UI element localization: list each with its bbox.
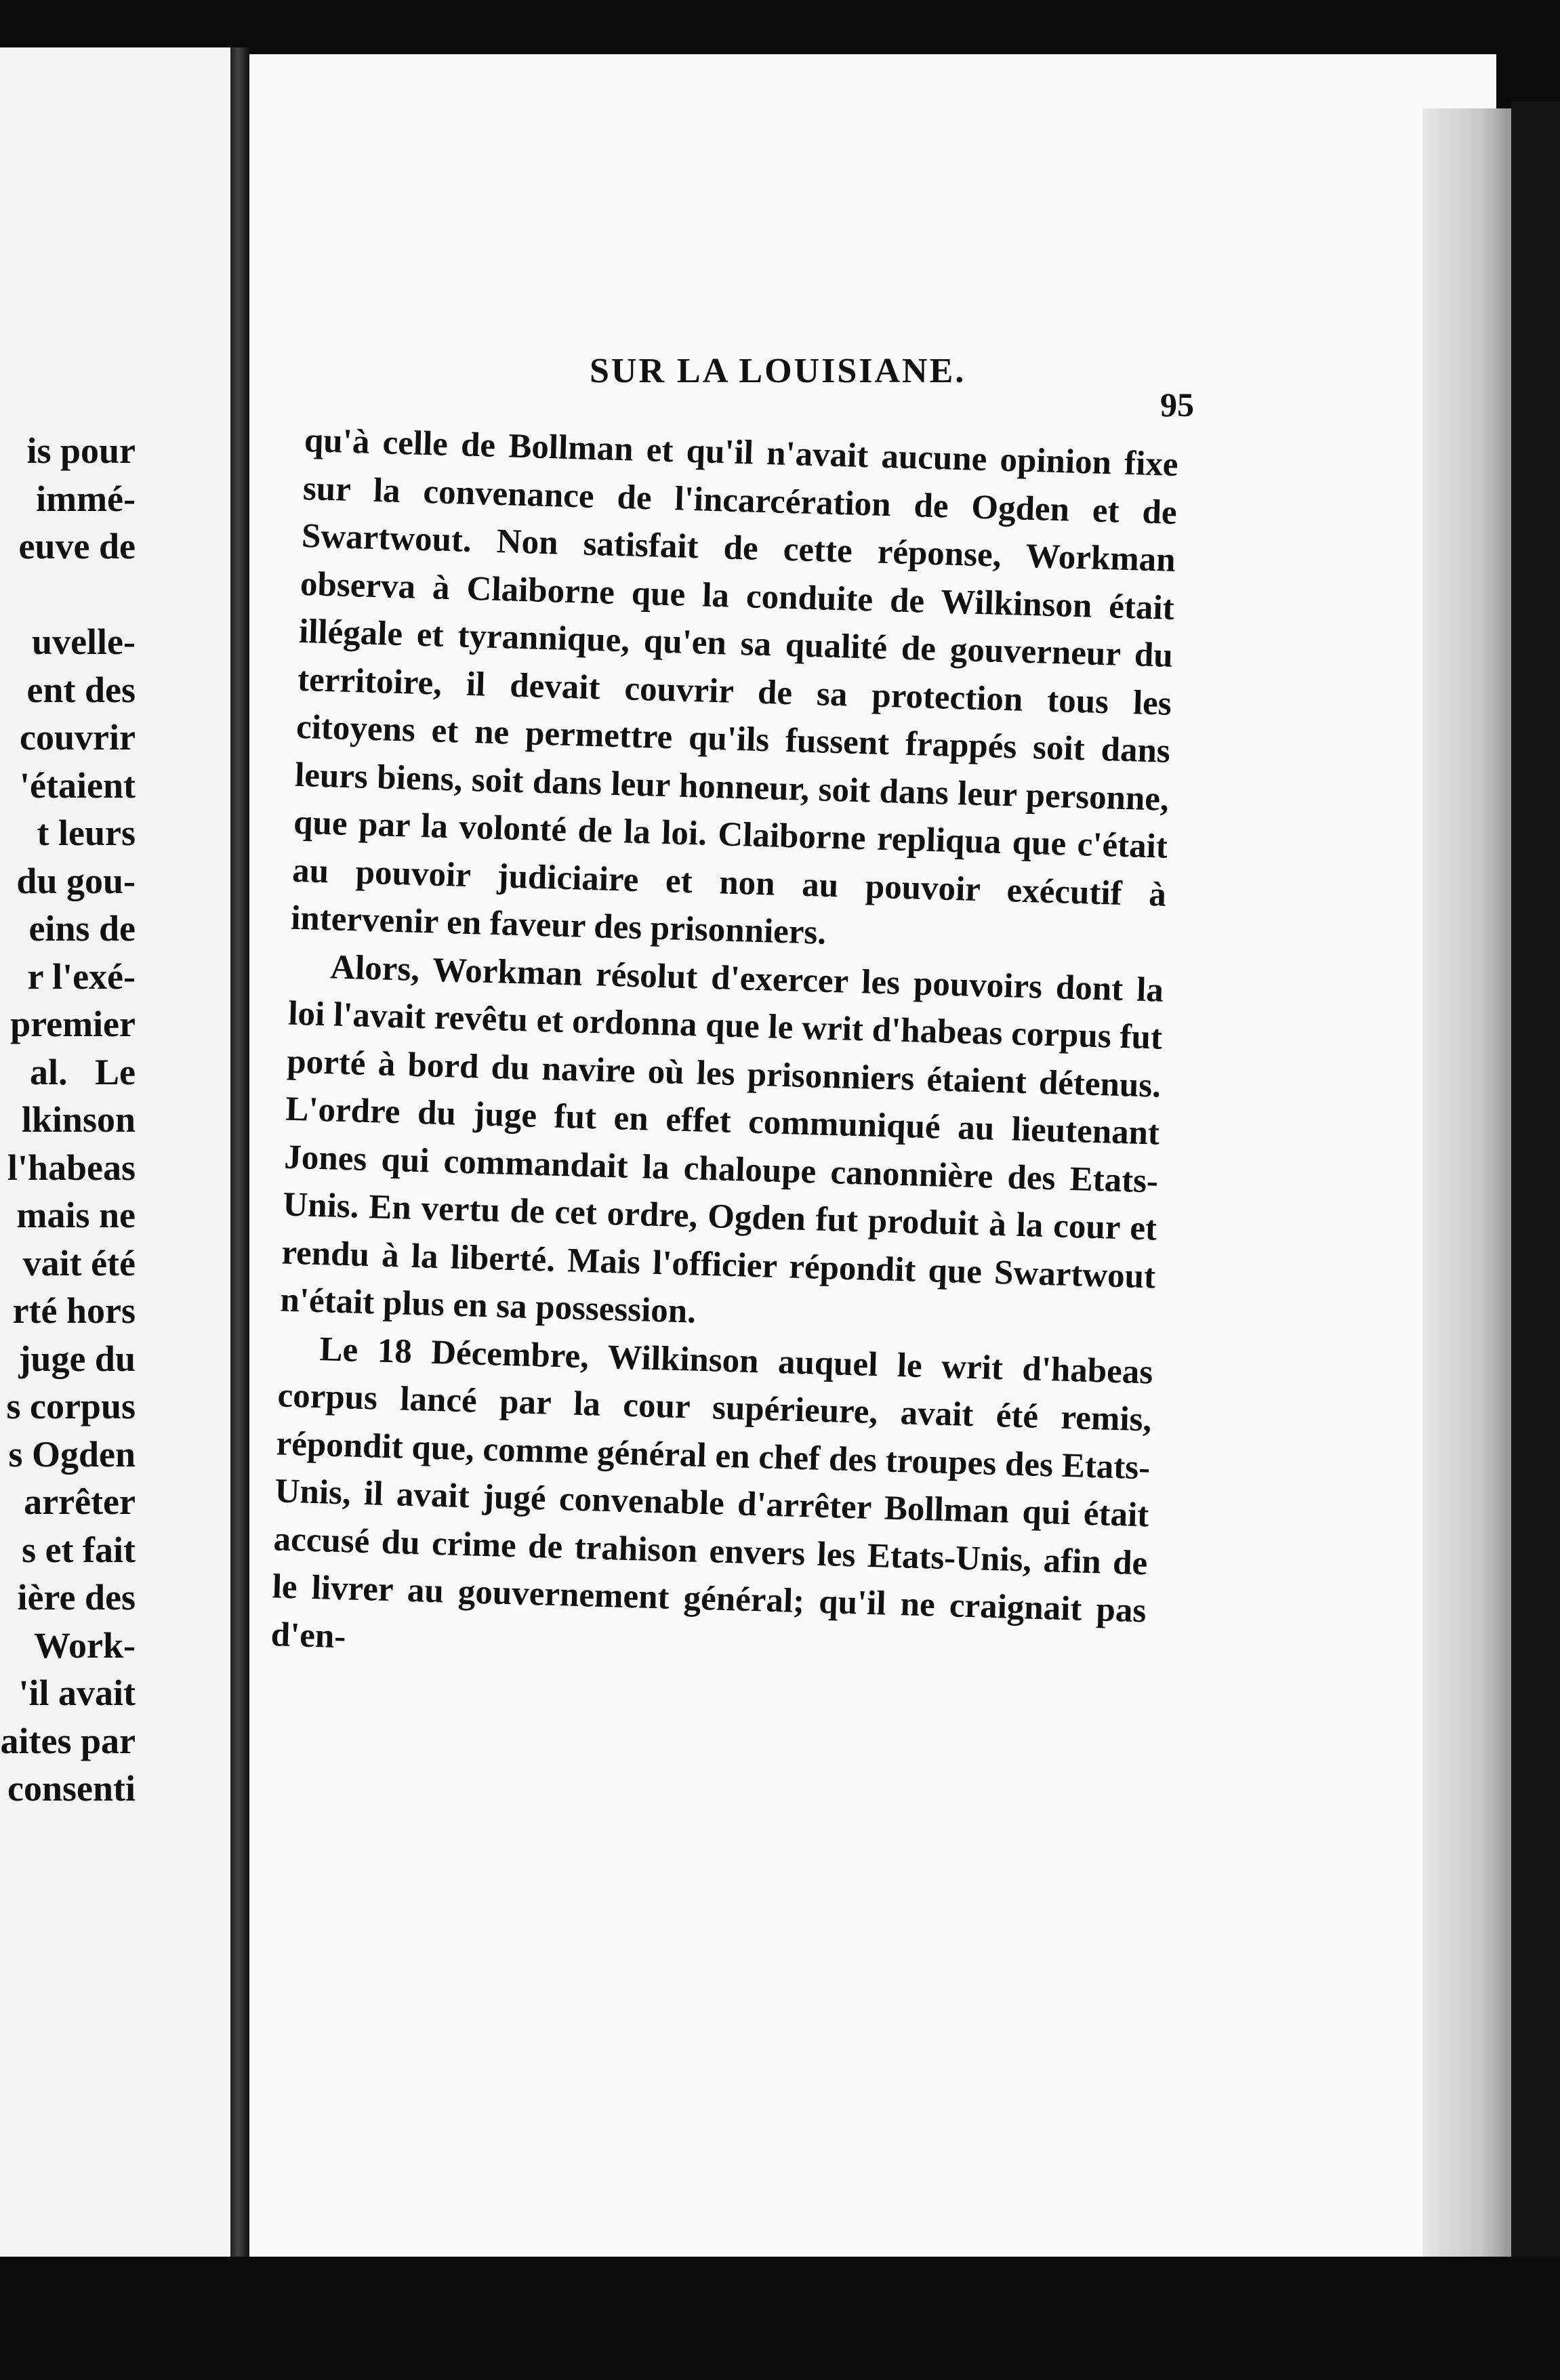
left-line: is pour [26, 430, 136, 471]
paragraph: Alors, Workman résolut d'exercer les pouvoirs dont la loi l'avait revêtu et ordonna que le writ d'habeas corpus fut porté à bord du navire où les prisonniers étaient détenus. L'ordre du juge fut en effet communiqué au lieutenant Jones qui commandait la chaloupe canonnière des Etats-Unis. En vertu de cet ordre, Ogden fut produit à la cour et rendu à la liberté. Mais l'officier répondit que Swartwout n'était plus en sa possession. [279, 947, 1164, 1331]
left-line: uvelle- [32, 621, 136, 662]
left-line: al. Le [30, 1051, 136, 1092]
left-line [1, 571, 136, 619]
left-line: vait été [22, 1242, 136, 1284]
left-line: lkinson [21, 1099, 136, 1140]
left-line: du gou- [16, 860, 136, 901]
left-line: mais ne [16, 1195, 136, 1235]
paragraph: qu'à celle de Bollman et qu'il n'avait aucune opinion fixe sur la convenance de l'incarcération de Ogden et de Swartwout. Non satisfait de cette réponse, Workman observa à Claiborne que la conduite de Wilkinson était illégale et tyrannique, qu'en sa qualité de gouverneur du territoire, il devait couvrir de sa protection tous les citoyens et ne permettre qu'ils fussent frappés soit dans leurs biens, soit dans leur honneur, soit dans leur personne, que par la volonté de la loi. Claiborne repliqua que c'était au pouvoir judiciaire et non au pouvoir exécutif à intervenir en faveur des prisonniers. [290, 421, 1179, 952]
left-line: juge du [18, 1338, 136, 1379]
body-text [270, 417, 1179, 1683]
left-page [0, 47, 237, 2263]
book-gutter [230, 47, 249, 2284]
left-line: rté hors [12, 1290, 136, 1331]
left-page-text [1, 427, 136, 1813]
left-line: arrêter [24, 1481, 136, 1522]
left-line: s Ogden [8, 1433, 136, 1475]
page-edges [1423, 108, 1518, 2277]
left-line: ière des [17, 1577, 136, 1618]
left-line: 'il avait [18, 1673, 136, 1713]
left-line: premier [10, 1004, 136, 1044]
left-line: eins de [28, 908, 136, 949]
left-line: euve de [18, 526, 136, 567]
left-line: t leurs [37, 813, 136, 853]
running-head: SUR LA LOUISIANE. [590, 352, 966, 390]
left-line: aites par [0, 1720, 136, 1761]
left-line: l'habeas [7, 1147, 136, 1188]
left-line: couvrir [20, 717, 136, 758]
paragraph: Le 18 Décembre, Wilkinson auquel le writ d'habeas corpus lancé par la cour supérieure, avait été remis, répondit que, comme général en chef des troupes des Etats-Unis, il avait jugé convenable d'arrêter Bollman qui était accusé du crime de trahison envers les Etats-Unis, afin de le livrer au gouvernement général; qu'il ne craignait pas d'en- [270, 1330, 1153, 1656]
left-line: immé- [36, 478, 136, 519]
left-line: Work- [33, 1624, 136, 1666]
left-line: s et fait [22, 1529, 136, 1570]
page-number: 95 [1160, 386, 1194, 424]
left-line: consenti [7, 1768, 136, 1809]
left-line: ent des [26, 669, 136, 710]
left-line: r l'exé- [27, 956, 136, 997]
book-edge-shadow [1511, 102, 1560, 2380]
scan-border [0, 2257, 1560, 2380]
left-line: 'étaient [20, 764, 136, 806]
left-line: s corpus [6, 1386, 136, 1427]
